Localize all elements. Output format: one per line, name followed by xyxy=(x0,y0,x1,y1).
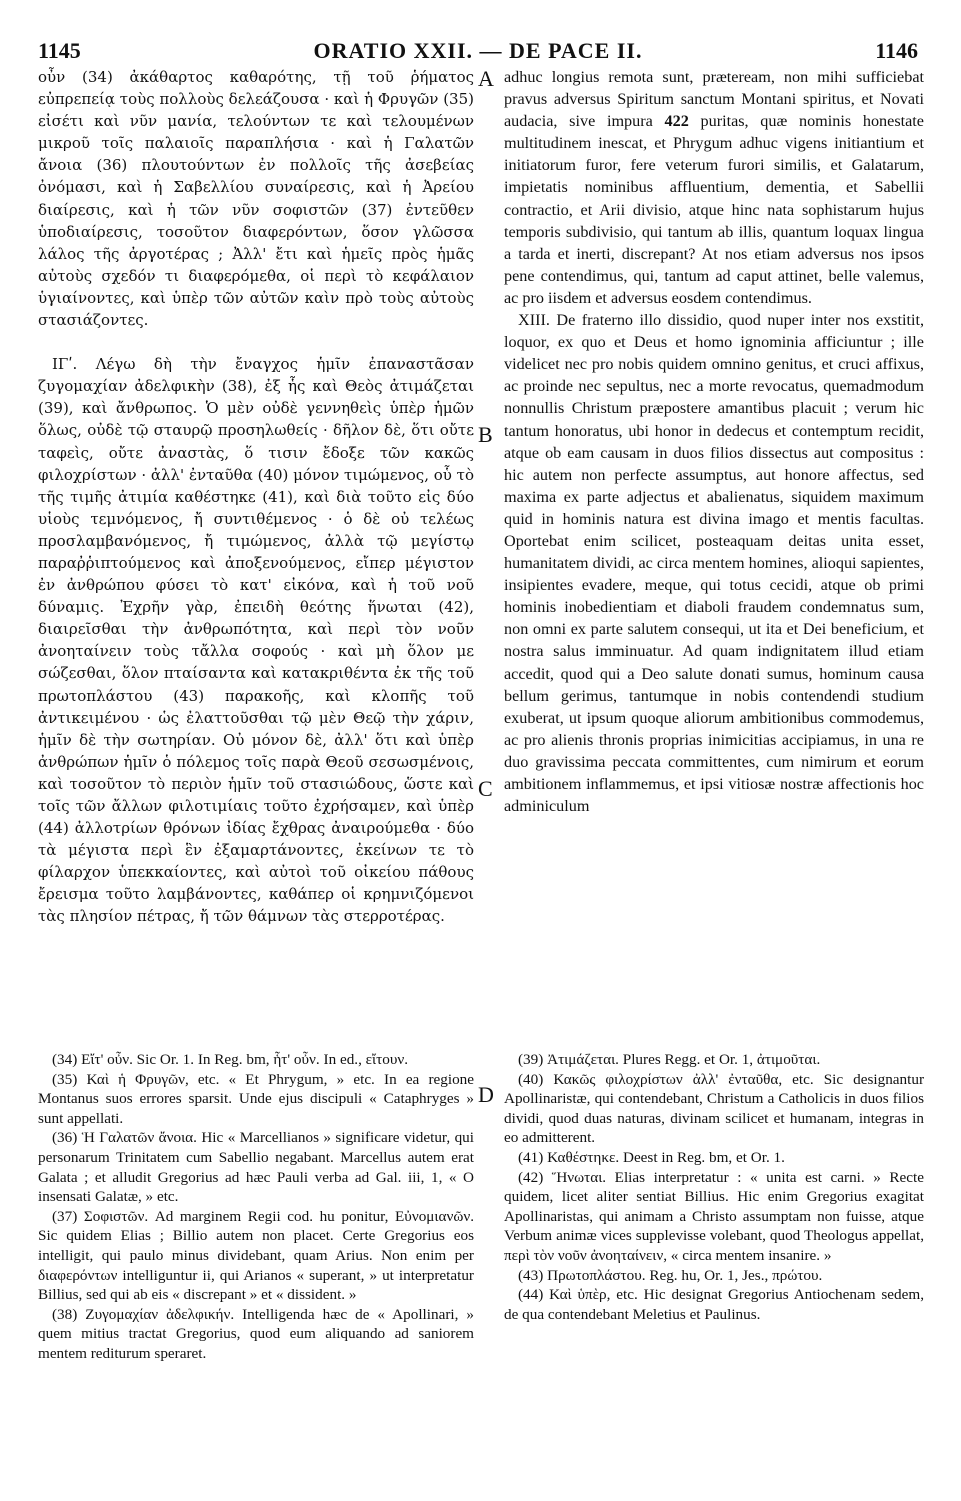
page-number-right: 1146 xyxy=(875,38,918,63)
footnotes-right xyxy=(504,1050,924,1324)
greek-paragraph: οὖν (34) ἀκάθαρτος καθαρότης, τῇ τοῦ ῥήματος εὐπρεπείᾳ τοὺς πολλοὺς δελεάζουσα · καὶ ἡ Φρυγῶν (35) εἰσέτι καὶ νῦν μανία, τελούντων τε καὶ τελουμένων μικροῦ τοῖς παλαιοῖς παραπλήσια · καὶ ἡ Γαλατῶν ἄνοια (36) πλουτούντων ἐν πολλοῖς τῆς ἀσεβείας ὀνόμασι, καὶ ἡ Σαβελλίου συναίρεσις, καὶ ἡ Ἀρείου διαίρεσις, καὶ ἡ τῶν νῦν σοφιστῶν (37) ἐντεῦθεν ὑποδιαίρεσις, τοσοῦτον διαφερόντων, ὅσον γλῶσσα λάλος τῆς ἀργοτέρας ; Ἀλλ' ἔτι καὶ ἡμεῖς πρὸς ἡμᾶς αὐτοὺς σχεδόν τι διαφερόμεθα, οἱ περὶ τὸ κεφάλαιον ὑγιαίνοντες, καὶ ὑπὲρ τῶν αὐτῶν καὶν πρὸ τοὺς αὐτοὺς στασιάζοντες. xyxy=(38,68,474,330)
footnote: (37) Σοφιστῶν. Ad marginem Regii cod. hu ponitur, Εὐνομιανῶν. Sic quidem Elias ; Billio autem non placet. Certe Gregorius eos intelligit, qui paulo minus dividebant, quam Arius. Non enim per διαφερόντων intelliguntur ii, qui Arianos « superant, » ut interpretatur Billius, sed qui ab eis « discrepant » et « dissident. » xyxy=(38,1207,474,1304)
margin-marker-a: A xyxy=(478,66,494,91)
running-title: ORATIO XXII. — DE PACE II. xyxy=(313,38,643,63)
latin-text: adhuc longius remota sunt, præteream, non mihi sufficiebat pravus adversus Spiritum sanctum Montani spiritus, et Novati audacia, sive impura xyxy=(504,68,924,131)
greek-paragraph: ΙΓʹ. Λέγω δὴ τὴν ἔναγχος ἡμῖν ἐπαναστᾶσαν ζυγομαχίαν ἀδελφικὴν (38), ἐξ ἧς καὶ Θεὸς ἀτιμάζεται (39), καὶ ἄνθρωπος. Ὁ μὲν οὐδὲ γεννηθεὶς ὑπὲρ ἡμῶν ὅλως, οὐδὲ τῷ σταυρῷ προσηλωθείς · δῆλον δὲ, ὅτι οὔτε ταφεὶς, οὔτε ἀναστὰς, ὅ τισιν ἔδοξε τῶν κακῶς φιλοχρίστων · ἀλλ' ἐνταῦθα (40) μόνον τιμώμενος, οὗ τὸ τῆς τιμῆς ἀτιμία καθέστηκε (41), καὶ διὰ τοῦτο εἰς δύο υἱοὺς τεμνόμενος, ἤ συντιθέμενος · ὁ δὲ οὐ τελέως προσλαμβανόμενος, ἤ τιμώμενος, ἀλλὰ τῷ μεγίστῳ παραῤῥιπτούμενος καὶ ἀποξενούμενος, εἴπερ μέγιστον ἐν ἀνθρώπου φύσει τὸ κατ' εἰκόνα, καὶ ἡ τοῦ νοῦ δύναμις. Ἐχρῆν γὰρ, ἐπειδὴ θεότης ἥνωται (42), διαιρεῖσθαι τὴν ἀνθρωπότητα, καὶ περὶ τὸν νοῦν ἀνοηταίνειν τοὺς τἄλλα σοφούς · καὶ μὴ ὅλον με σώζεσθαι, ὅλον πταίσαντα καὶ κατακριθέντα ἐκ τῆς τοῦ πρωτοπλάστου (43) παρακοῆς, καὶ κλοπῆς τοῦ ἀντικειμένου · ὡς ἐλαττοῦσθαι τῷ μὲν Θεῷ τὴν χάριν, ἡμῖν δὲ τὴν σωτηρίαν. Οὐ μόνον δὲ, ἀλλ' ὅτι καὶ ὑπὲρ ἀνθρώπων ἡμῖν ὁ πόλεμος τοῖς παρὰ Θεοῦ σεσωσμένοις, καὶ τοσοῦτον τὸ περιὸν ἡμῖν τοῦ στασιώδους, ὥστε καὶ τοῖς τῶν ἄλλων φιλοτιμίαις τοῦτο ἐχρήσαμεν, καὶ ὑπὲρ (44) ἀλλοτρίων θρόνων ἰδίας ἔχθρας ἀναιρούμεθα · δύο τὰ μέγιστα περὶ ἓν ἐξαμαρτάνοντες, ἐκείνων τε τὸ φίλαρχον ὑπεκκαίοντες, καὶ αὐτοὶ τοῦ οἰκείου πάθους ἔρεισμα τοῦτο λαμβάνοντες, καθάπερ οἱ κρημνιζόμενοι τὰς πλησίον πέτρας, ἤ τῶν θάμνων τὰς στερροτέρας. xyxy=(38,355,474,926)
footnote: (40) Κακῶς φιλοχρίστων ἀλλ' ἐνταῦθα, etc. Sic designantur Apollinaristæ, qui contendebant, Christum a Catholicis in duos filios dividi, quod duas naturas, divinam scilicet et humanam, integras in eo admitterent. xyxy=(504,1070,924,1147)
footnote: (44) Καὶ ὑπὲρ, etc. Hic designat Gregorius Antiochenam sedem, de qua contendebant Meletius et Paulinus. xyxy=(504,1286,924,1323)
latin-paragraph xyxy=(504,66,924,309)
footnote: (38) Ζυγομαχίαν ἀδελφικήν. Intelligenda hæc de « Apollinari, » quem mitius tractat Gregorius, quod eum aliquando ad saniorem mentem rediturum speraret. xyxy=(38,1305,474,1362)
latin-column xyxy=(504,66,924,817)
latin-text: puritas, quæ nominis honestate multitudinem inescat, et Phrygum adhuc vigens initiantium et initiatorum furor, fere veterum furori similis, et Galatarum, impietatis nominibus affluentium, dementia, et Sabellii contractio, et Arii divisio, atque hinc nata sophistarum hujus temporis subdivisio, qui tantum ab illis, quantum loquax lingua a tarda et inerti, discrepant? At nos etiam adversus nos ipsos pene contendimus, qui, tantum ad caput attinet, belle valemus, ac pro iisdem et adversus eosdem contendimus. xyxy=(504,112,924,307)
footnote: (39) Ἀτιμάζεται. Plures Regg. et Or. 1, ἀτιμοῦται. xyxy=(518,1051,821,1068)
page-header xyxy=(38,38,918,66)
footnote: (43) Πρωτοπλάστου. Reg. hu, Or. 1, Jes., πρώτου. xyxy=(518,1266,823,1284)
footnote: (41) Καθέστηκε. Deest in Reg. bm, et Or. 1. xyxy=(518,1148,785,1166)
margin-marker-b: B xyxy=(478,422,493,447)
margin-number: 422 xyxy=(664,112,689,131)
footnote: (42) Ἥνωται. Elias interpretatur : « unita est carni. » Recte quidem, licet aliter sentiat Billius. Hic enim Gregorius exagitat Apollinaristas, qui animam a Christo assumptam non fuisse, atque Verbum animæ vices supplevisse volebant, quod Theologus appellat, περὶ τὸν νοῦν ἀνοηταίνειν, « circa mentem insanire. » xyxy=(504,1168,924,1264)
greek-column xyxy=(38,66,474,928)
footnote: (36) Ἡ Γαλατῶν ἄνοια. Hic « Marcellianos » significare videtur, qui personarum Trinitatem cum Sabellio negabant. Marcellus autem erat Galata ; et alludit Gregorius ad hæc Pauli verba ad Gal. iii, 1, « O insensati Galatæ, » etc. xyxy=(38,1129,474,1206)
footnotes-left xyxy=(38,1050,474,1364)
page-number-left: 1145 xyxy=(38,38,81,63)
margin-marker-d: D xyxy=(478,1082,494,1107)
footnote: (35) Καὶ ἡ Φρυγῶν, etc. « Et Phrygum, » etc. In ea regione Montanus suos errores sparsit. Unde ejus discipuli « Cataphryges » sunt appellati. xyxy=(38,1070,474,1127)
latin-paragraph: XIII. De fraterno illo dissidio, quod nuper inter nos exstitit, loquor, ex quo et Deus et homo ignominia afficiuntur ; ille videlicet nec pro nobis quidem omnino genitus, et cruci affixus, ac proinde nec sepultus, nec a morte revocatus, quemadmodum nonnullis Christum præpostere amantibus placuit ; verum hic tantum honoratus, ubi honor in dedecus et contemptum recidit, atque ob eam causam in duos filios dissectus aut compositus : hic autem non perfecte assumptus, aut honore affectus, sed maxima ex parte adjectus et abalienatus, siquidem maximum quid in hominis natura est divina imago et mentis facultas. Oportebat enim scilicet, posteaquam deitas unita esset, humanitatem dividi, ac circa mentem homines, alioqui sapientes, insipientes evadere, meque, qui totus cecidi, atque ob primi hominis inobedientiam et diaboli fraudem condemnatus sum, non omni ex parte salutem consequi, ut ita et Dei beneficium, et nostra salus imminuatur. Ad quam indignitatem illud etiam accedit, quod qui a Deo salute donati sumus, hominum causa bellum gerimus, tantumque in nobis contendendi studium exuberat, ut ipsum quoque aliorum ambitionibus commodemus, ac pro alienis thronis proprias inimicitias accipiamus, in una re duo gravissima peccata committentes, cum nimirum et eorum ambitionem inflammemus, et ipsi vitiosæ nostræ affectionis hoc adminiculum xyxy=(504,311,924,816)
margin-marker-c: C xyxy=(478,776,493,801)
footnote: (34) Εἴτ' οὖν. Sic Or. 1. In Reg. bm, ἧτ' οὖν. In ed., εἴτουν. xyxy=(52,1051,409,1068)
